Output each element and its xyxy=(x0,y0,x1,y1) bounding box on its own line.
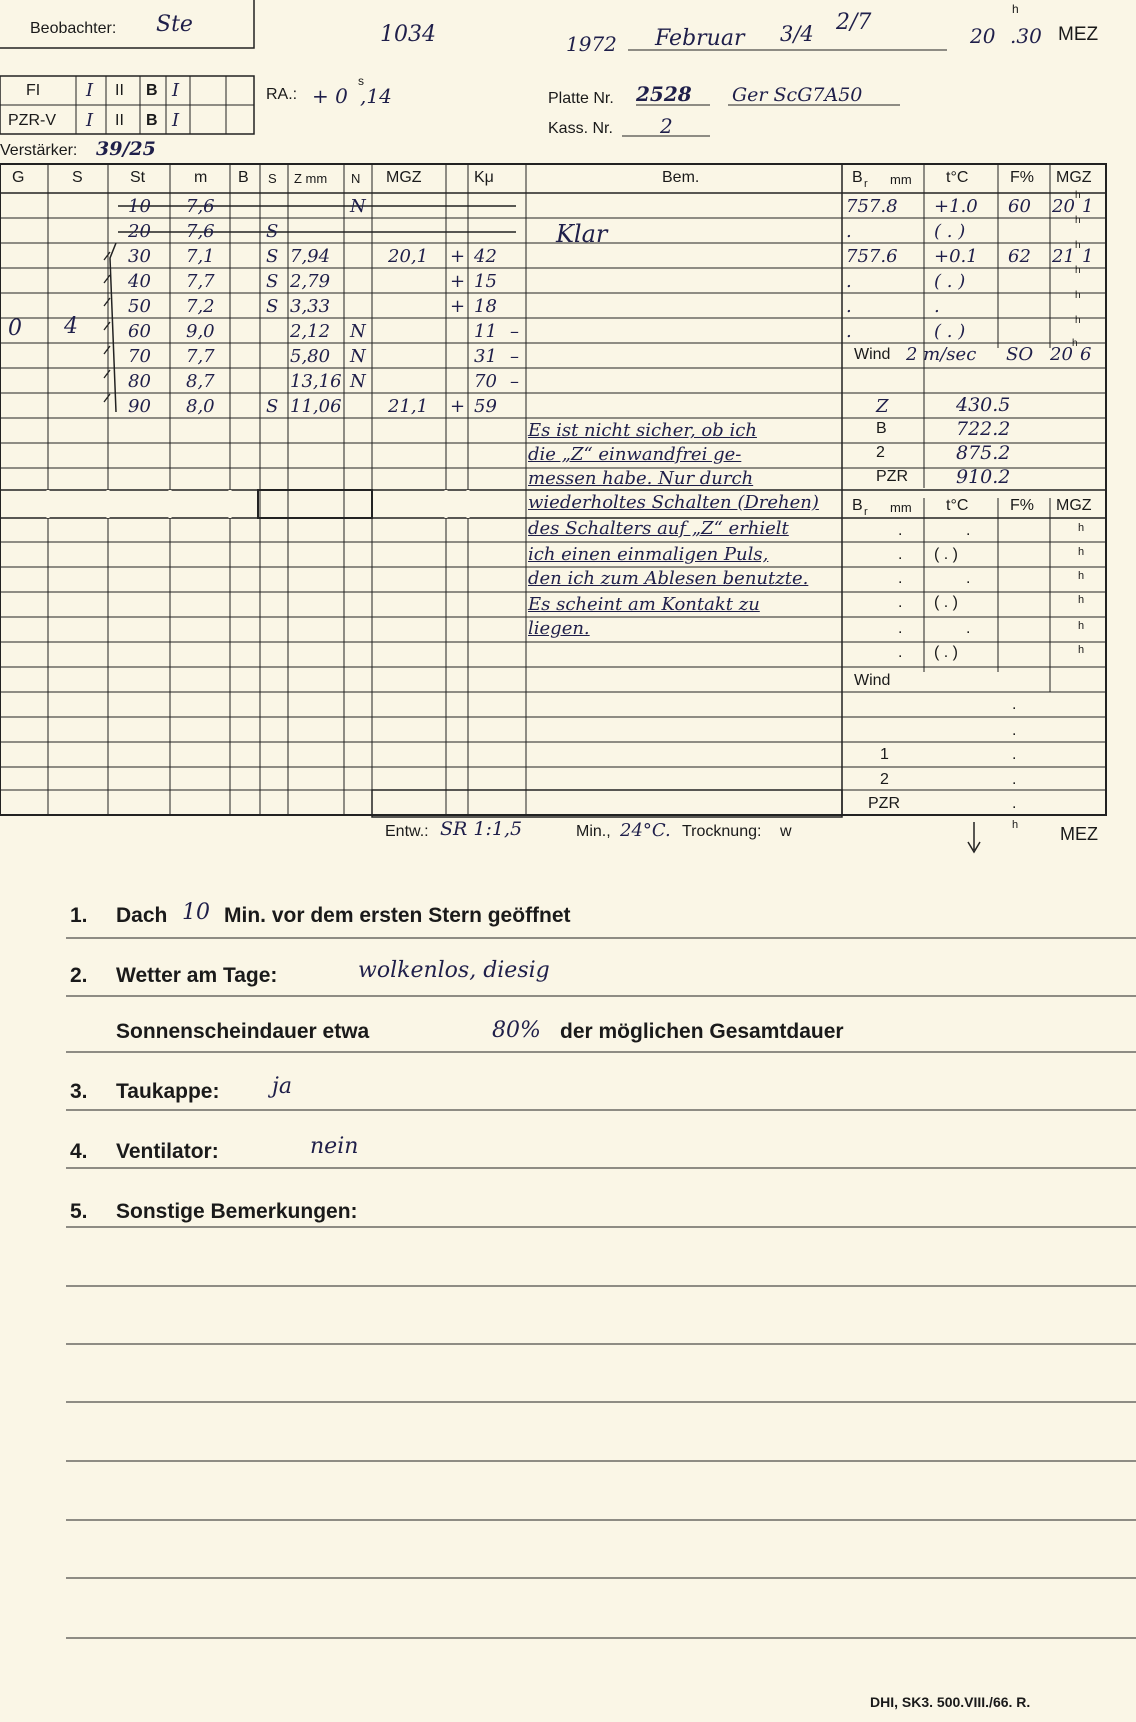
row-n: N xyxy=(350,196,366,217)
entw-label: Entw.: xyxy=(385,823,429,840)
plate-value: 2528 xyxy=(636,82,692,106)
value-number: 722.2 xyxy=(956,418,1011,440)
filter-label-fi: FI xyxy=(26,82,41,99)
time-minute: .30 xyxy=(1010,24,1042,48)
device-value: Ger ScG7A50 xyxy=(732,84,863,106)
row-mgz: 21,1 xyxy=(388,396,429,417)
note-handwritten: nein xyxy=(310,1134,359,1159)
row-sign: + xyxy=(450,271,466,292)
filter-fi-cell-3: B xyxy=(146,82,158,99)
note-label: Sonstige Bemerkungen: xyxy=(116,1200,358,1223)
verstarker-value: 39/25 xyxy=(96,138,156,160)
weather2-pressure: . xyxy=(898,594,903,611)
row-mgz: 20,1 xyxy=(388,246,429,267)
remark-klar: Klar xyxy=(556,220,608,248)
weather-temp: +0.1 xyxy=(934,246,978,267)
weather2-temp: ( . ) xyxy=(934,644,958,661)
row-st: 10 xyxy=(128,196,151,217)
note-number: 4. xyxy=(70,1140,88,1163)
col-header-mgz: MGZ xyxy=(386,169,422,186)
filter-pzr-cell-3: B xyxy=(146,112,158,129)
note-number: 2. xyxy=(70,964,88,987)
entw-temperature: 24°C. xyxy=(620,820,671,841)
row-s: S xyxy=(266,221,279,242)
row-k: 70 xyxy=(474,371,497,392)
plate-label: Platte Nr. xyxy=(548,90,614,107)
weather2-pressure: . xyxy=(898,644,903,661)
row-s: S xyxy=(266,271,279,292)
note-number: 5. xyxy=(70,1200,88,1223)
weather2-pressure: . xyxy=(898,546,903,563)
weather2-h-marker: h xyxy=(1078,620,1085,632)
remark-line: Es ist nicht sicher, ob ich xyxy=(528,420,757,441)
row-st: 40 xyxy=(128,271,151,292)
row-m: 7,2 xyxy=(186,296,215,317)
weather-humidity: 62 xyxy=(1008,246,1031,267)
filter-label-pzr: PZR-V xyxy=(8,112,56,129)
remark-line: wiederholtes Schalten (Drehen) xyxy=(528,492,819,513)
col-header-kmu: Kμ xyxy=(474,169,494,186)
weather2-h-marker: h xyxy=(1078,644,1085,656)
note-label-after: der möglichen Gesamtdauer xyxy=(560,1020,844,1043)
weather2-header-f: F% xyxy=(1010,497,1034,514)
form-code: DHI, SK3. 500.VIII./66. R. xyxy=(870,1694,1031,1710)
row-m: 7,7 xyxy=(186,271,215,292)
row-s: S xyxy=(266,246,279,267)
trocknung-value: w xyxy=(780,823,792,840)
row-s: S xyxy=(266,396,279,417)
value-label: 2 xyxy=(876,444,885,461)
note-label: Sonnenscheindauer etwa xyxy=(116,1020,370,1043)
wind-direction: SO xyxy=(1006,344,1034,365)
note-number: 1. xyxy=(70,904,88,927)
wind2-dot-2: . xyxy=(1012,722,1017,739)
row-z: 7,94 xyxy=(290,246,331,267)
weather-header-temp: t°C xyxy=(946,169,969,186)
day-extra: 2/7 xyxy=(836,10,872,35)
note-label: Dach xyxy=(116,904,168,927)
weather2-h-marker: h xyxy=(1078,594,1085,606)
ra-label: RA.: xyxy=(266,86,298,103)
entw-min-label: Min., xyxy=(576,823,611,840)
weather2-temp: . xyxy=(966,522,971,539)
value-number: 430.5 xyxy=(956,394,1011,416)
weather2-temp: ( . ) xyxy=(934,546,958,563)
col-header-z: Z mm xyxy=(294,171,328,186)
note-number: 3. xyxy=(70,1080,88,1103)
lower-label-2: 2 xyxy=(880,771,889,788)
row-m: 7,7 xyxy=(186,346,215,367)
row-st: 30 xyxy=(128,246,151,267)
weather2-h-marker: h xyxy=(1078,522,1085,534)
weather-pressure: 757.8 xyxy=(846,196,898,217)
time-hour: 20 xyxy=(970,24,996,48)
weather2-pressure: . xyxy=(898,570,903,587)
g-value: 0 xyxy=(8,316,22,341)
col-header-s2: S xyxy=(268,171,277,186)
col-header-b: B xyxy=(238,169,249,186)
weather-temp: +1.0 xyxy=(934,196,978,217)
wind2-label: Wind xyxy=(854,672,891,689)
row-n: N xyxy=(350,346,366,367)
note-handwritten: 80% xyxy=(492,1018,541,1043)
note-label: Taukappe: xyxy=(116,1080,220,1103)
remark-line: ich einen einmaligen Puls, xyxy=(528,544,769,565)
row-st: 90 xyxy=(128,396,151,417)
weather-mgz: 21 xyxy=(1052,246,1075,267)
s-value: 4 xyxy=(64,314,78,339)
row-z: 13,16 xyxy=(290,371,342,392)
wind-value: 2 m/sec xyxy=(906,344,977,365)
remark-line: Es scheint am Kontakt zu xyxy=(528,594,760,615)
row-k: 11 xyxy=(474,321,497,342)
weather-header-mm: mm xyxy=(890,172,912,187)
weather-h-marker: h xyxy=(1075,290,1081,301)
ra-fraction: ,14 xyxy=(360,84,392,108)
weather-pressure: . xyxy=(846,221,852,242)
value-number: 875.2 xyxy=(956,442,1011,464)
row-st: 60 xyxy=(128,321,151,342)
weather-h-marker: h xyxy=(1075,240,1081,251)
lower-dot-2: . xyxy=(1012,771,1017,788)
record-number: 1034 xyxy=(380,22,436,47)
time-h-marker: h xyxy=(1012,2,1019,16)
wind-mgz: 20 xyxy=(1050,344,1073,365)
verstarker-label: Verstärker: xyxy=(0,142,78,159)
weather2-h-marker: h xyxy=(1078,546,1085,558)
weather2-header-b: B xyxy=(852,497,863,514)
year: 1972 xyxy=(566,32,617,56)
weather-header-b: B xyxy=(852,169,863,186)
col-header-g: G xyxy=(12,169,25,186)
bottom-timezone: MEZ xyxy=(1060,824,1098,844)
weather2-temp: . xyxy=(966,570,971,587)
row-k: 42 xyxy=(474,246,497,267)
row-m: 8,7 xyxy=(186,371,215,392)
row-k: 18 xyxy=(474,296,497,317)
col-header-bem: Bem. xyxy=(662,169,700,186)
row-z: 2,12 xyxy=(290,321,331,342)
weather2-header-b-sub: r xyxy=(864,506,868,518)
lower-label-1: 1 xyxy=(880,746,889,763)
col-header-n: N xyxy=(351,171,361,186)
filter-fi-cell-1: I xyxy=(86,80,94,101)
weather-h-marker: h xyxy=(1075,315,1081,326)
row-z: 2,79 xyxy=(290,271,331,292)
weather-h-marker: h xyxy=(1075,265,1081,276)
weather-h-marker: h xyxy=(1075,215,1081,226)
weather-mgz-sub: 1 xyxy=(1082,196,1094,217)
filter-pzr-cell-4: I xyxy=(172,110,180,131)
weather2-header-mm: mm xyxy=(890,500,912,515)
remark-line: den ich zum Ablesen benutzte. xyxy=(528,568,809,589)
weather2-header-temp: t°C xyxy=(946,497,969,514)
row-sign: + xyxy=(450,246,466,267)
note-label-after: Min. vor dem ersten Stern geöffnet xyxy=(224,904,571,927)
month: Februar xyxy=(655,26,745,51)
row-n: N xyxy=(350,371,366,392)
row-s: S xyxy=(266,296,279,317)
observer-value: Ste xyxy=(156,12,193,37)
weather2-pressure: . xyxy=(898,620,903,637)
row-st: 70 xyxy=(128,346,151,367)
note-label: Wetter am Tage: xyxy=(116,964,278,987)
ra-seconds-marker: s xyxy=(358,74,364,88)
row-m: 7,6 xyxy=(186,221,215,242)
weather-h-marker: h xyxy=(1075,190,1081,201)
row-z: 5,80 xyxy=(290,346,331,367)
wind-label: Wind xyxy=(854,346,891,363)
row-n: N xyxy=(350,321,366,342)
row-sign: + xyxy=(450,396,466,417)
filter-fi-cell-2: II xyxy=(115,82,124,99)
row-dash: – xyxy=(510,346,519,367)
weather-mgz: 20 xyxy=(1052,196,1075,217)
bottom-h-marker: h xyxy=(1012,819,1019,831)
value-label: Z xyxy=(876,396,889,417)
remark-line: liegen. xyxy=(528,618,590,639)
row-k: 15 xyxy=(474,271,497,292)
row-k: 31 xyxy=(474,346,497,367)
row-dash: – xyxy=(510,371,519,392)
weather2-temp: . xyxy=(966,620,971,637)
entw-value: SR 1:1,5 xyxy=(440,818,523,840)
kass-value: 2 xyxy=(660,114,673,138)
note-handwritten: 10 xyxy=(182,900,210,925)
col-header-st: St xyxy=(130,169,146,186)
note-handwritten: ja xyxy=(272,1074,292,1099)
row-k: 59 xyxy=(474,396,497,417)
row-st: 50 xyxy=(128,296,151,317)
weather2-temp: ( . ) xyxy=(934,594,958,611)
weather2-header-mgz: MGZ xyxy=(1056,497,1092,514)
remark-line: messen habe. Nur durch xyxy=(528,468,754,489)
weather-mgz-sub: 1 xyxy=(1082,246,1094,267)
weather-header-mgz: MGZ xyxy=(1056,169,1092,186)
weather-pressure: . xyxy=(846,271,852,292)
weather-temp: ( . ) xyxy=(934,271,966,292)
weather-pressure: . xyxy=(846,296,852,317)
remark-line: die „Z“ einwandfrei ge- xyxy=(528,444,742,465)
col-header-m: m xyxy=(194,169,208,186)
timezone: MEZ xyxy=(1058,24,1099,45)
weather-temp: ( . ) xyxy=(934,221,966,242)
note-label: Ventilator: xyxy=(116,1140,219,1163)
row-z: 11,06 xyxy=(290,396,342,417)
lower-dot-1: . xyxy=(1012,746,1017,763)
weather-temp: ( . ) xyxy=(934,321,966,342)
row-m: 7,6 xyxy=(186,196,215,217)
weather-header-b-sub: r xyxy=(864,178,868,190)
weather-pressure: . xyxy=(846,321,852,342)
row-st: 80 xyxy=(128,371,151,392)
ra-value: + 0 xyxy=(312,84,348,108)
weather-temp: . xyxy=(934,296,940,317)
kass-label: Kass. Nr. xyxy=(548,120,613,137)
lower-label-pzr: PZR xyxy=(868,795,900,812)
wind-h-marker: h xyxy=(1072,338,1078,349)
row-m: 9,0 xyxy=(186,321,215,342)
filter-pzr-cell-1: I xyxy=(86,110,94,131)
day: 3/4 xyxy=(780,22,814,46)
wind-mgz-sub: 6 xyxy=(1080,344,1092,365)
row-sign: + xyxy=(450,296,466,317)
lower-dot-pzr: . xyxy=(1012,795,1017,812)
weather-header-f: F% xyxy=(1010,169,1034,186)
weather-pressure: 757.6 xyxy=(846,246,898,267)
trocknung-label: Trocknung: xyxy=(682,823,762,840)
row-dash: – xyxy=(510,321,519,342)
remark-line: des Schalters auf „Z“ erhielt xyxy=(528,518,789,539)
weather-humidity: 60 xyxy=(1008,196,1031,217)
row-z: 3,33 xyxy=(290,296,331,317)
row-m: 7,1 xyxy=(186,246,215,267)
weather2-pressure: . xyxy=(898,522,903,539)
wind2-dot-1: . xyxy=(1012,696,1017,713)
col-header-s: S xyxy=(72,169,83,186)
filter-pzr-cell-2: II xyxy=(115,112,124,129)
row-st: 20 xyxy=(128,221,151,242)
value-label: B xyxy=(876,420,887,437)
value-label: PZR xyxy=(876,468,908,485)
value-number: 910.2 xyxy=(956,466,1011,488)
weather2-h-marker: h xyxy=(1078,570,1085,582)
note-handwritten: wolkenlos, diesig xyxy=(358,958,550,983)
row-m: 8,0 xyxy=(186,396,215,417)
filter-fi-cell-4: I xyxy=(172,80,180,101)
observer-label: Beobachter: xyxy=(30,20,117,37)
